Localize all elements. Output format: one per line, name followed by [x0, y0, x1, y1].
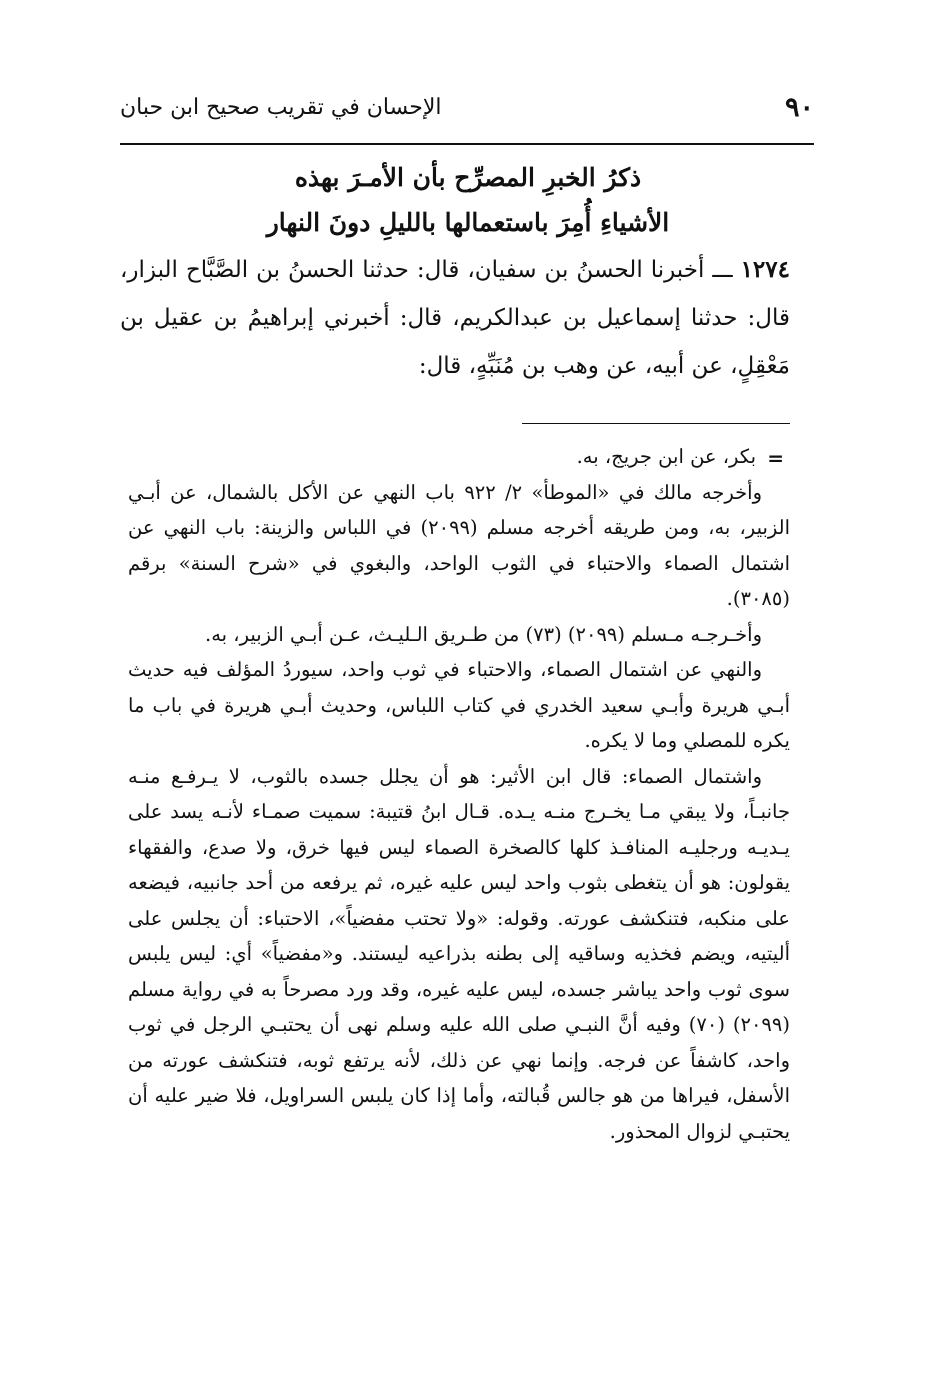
- hadith-body: أخبرنا الحسنُ بن سفيان، قال: حدثنا الحسنُ بن الصَّبَّاح البزار، قال: حدثنا إسماعيل بن عبدالكريم، قال: أخبرني إبراهيمُ بن عقيل بن مَعْقِلٍ، عن أبيه، عن وهب بن مُنَبِّهٍ، قال:: [120, 257, 790, 379]
- footnote-paragraph: وأخـرجـه مـسلم (٢٠٩٩) (٧٣) من طـريق الـليـث، عـن أبـي الزبير، به.: [205, 622, 762, 646]
- hadith-number: ١٢٧٤: [740, 256, 790, 283]
- footnote-continuation-mark: =: [767, 446, 784, 470]
- running-title: الإحسان في تقريب صحيح ابن حبان: [120, 94, 442, 120]
- footnote-paragraph: وأخرجه مالك في «الموطأ» ٢/ ٩٢٢ باب النهي عن الأكل بالشمال، عن أبـي الزبير، به، ومن طريقه أخرجه مسلم (٢٠٩٩) في اللباس والزينة: باب النهي عن اشتمال الصماء والاحتباء في الثوب الواحد، والبغوي في «شرح السنة» برقم (٣٠٨٥).: [128, 480, 790, 610]
- page-header: [120, 84, 814, 130]
- header-rule: [120, 143, 814, 145]
- section-heading: [150, 155, 786, 245]
- hadith-text: [120, 246, 790, 390]
- page-number: ٩٠: [784, 91, 814, 123]
- footnote-separator: [522, 423, 790, 424]
- footnotes: [128, 439, 790, 1149]
- footnote-paragraph: واشتمال الصماء: قال ابن الأثير: هو أن يجلل جسده بالثوب، لا يـرفـع منـه جانبـاً، ولا يبقي مـا يخـرج منـه يـده. قـال ابنُ قتيبة: سميت صمـاء لأنـه يسد على يـديـه ورجليـه المنافـذ كلها كالصخرة الصماء ليس فيها خرق، ولا صدع، والفقهاء يقولون: هو أن يتغطى بثوب واحد ليس عليه غيره، ثم يرفعه من أحد جانبيه، فيضعه على منكبه، فتنكشف عورته. وقوله: «ولا تحتب مفضياً»، الاحتباء: أن يجلس على أليتيه، ويضم فخذيه وساقيه إلى بطنه بذراعيه ليستند. و«مفضياً» أي: ليس يلبس سوى ثوب واحد يباشر جسده، ليس عليه غيره، وقد ورد مصرحاً به في رواية مسلم (٢٠٩٩) (٧٠) وفيه أنَّ النبـي صلى الله عليه وسلم نهى أن يحتبـي الرجل في ثوب واحد، كاشفاً عن فرجه. وإنما نهي عن ذلك، لأنه يرتفع ثوبه، فتنكشف عورته من الأسفل، فيراها من هو جالس قُبالته، وأما إذا كان يلبس السراويل، فلا ضير عليه أن يحتبـي لزوال المحذور.: [128, 764, 790, 1143]
- hadith-dash: ـــ: [712, 257, 733, 283]
- section-heading-line-1: ذكرُ الخبرِ المصرِّح بأن الأمـرَ بهذه: [294, 163, 642, 192]
- footnote-paragraph: بكر، عن ابن جريج، به.: [576, 445, 756, 468]
- section-heading-line-2: الأشياءِ أُمِرَ باستعمالها بالليلِ دونَ النهار: [266, 208, 670, 237]
- footnote-paragraph: والنهي عن اشتمال الصماء، والاحتباء في ثوب واحد، سيوردُ المؤلف فيه حديث أبـي هريرة وأبـي سعيد الخدري في كتاب اللباس، وحديث أبـي هريرة في باب ما يكره للمصلي وما لا يكره.: [128, 658, 790, 752]
